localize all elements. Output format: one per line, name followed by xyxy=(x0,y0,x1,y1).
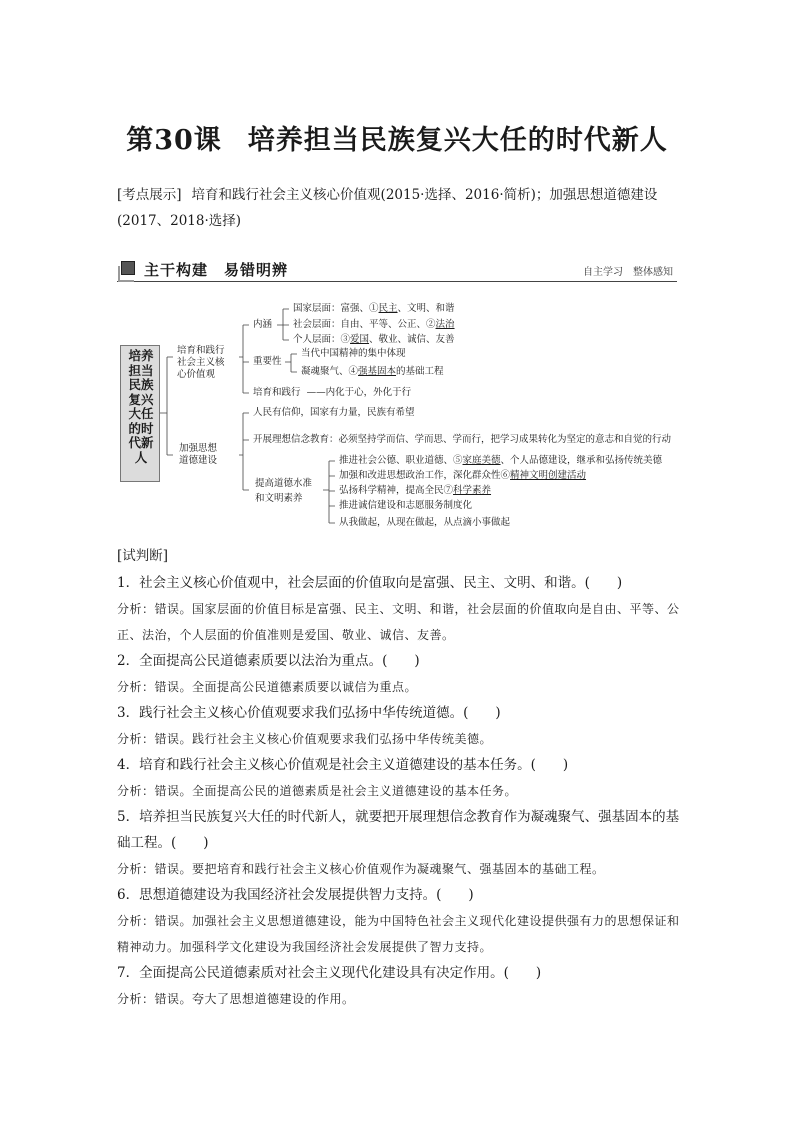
question-text: 6．思想道德建设为我国经济社会发展提供智力支持。( ) xyxy=(117,887,474,903)
node-geren: 个人层面：③爱国、敬业、诚信、友善 xyxy=(293,334,455,345)
exam-points xyxy=(117,182,687,234)
knowledge-mindmap xyxy=(117,295,677,535)
answer-text: 分析：错误。要把培育和践行社会主义核心价值观作为凝魂聚气、强基固本的基础工程。 xyxy=(117,862,605,876)
node-zy2: 凝魂聚气、④强基固本的基础工程 xyxy=(301,366,444,377)
question-text: 1．社会主义核心价值观中，社会层面的价值取向是富强、民主、文明、和谐。( ) xyxy=(117,575,623,591)
judgment-questions xyxy=(117,545,682,1012)
question-text: 4．培育和践行社会主义核心价值观是社会主义道德建设的基本任务。( ) xyxy=(117,757,569,773)
section-heading: 主干构建 易错明辨 xyxy=(144,261,289,279)
question-text: 3．践行社会主义核心价值观要求我们弘扬中华传统道德。( ) xyxy=(117,705,501,721)
answer-text: 分析：错误。全面提高公民的道德素质是社会主义道德建设的基本任务。 xyxy=(117,784,518,798)
node-zy1: 当代中国精神的集中体现 xyxy=(301,348,406,359)
answer-text: 分析：错误。践行社会主义核心价值观要求我们弘扬中华传统美德。 xyxy=(117,732,493,746)
node-peiyu: 培育和践行 ——内化于心，外化于行 xyxy=(253,387,412,398)
page-title xyxy=(0,118,794,157)
answer-text: 分析：错误。国家层面的价值目标是富强、民主、文明、和谐，社会层面的价值取向是自由、平等、公正、法治，个人层面的价值准则是爱国、敬业、诚信、友善。 xyxy=(117,602,680,642)
question-text: 7．全面提高公民道德素质对社会主义现代化建设具有决定作用。( ) xyxy=(117,965,542,981)
node-zhongyao: 重要性 xyxy=(253,356,282,367)
exam-points-tag: [考点展示] xyxy=(117,187,182,203)
node-b2-2: 开展理想信念教育：必须坚持学而信、学而思、学而行，把学习成果转化为坚定的意志和自觉的行动 xyxy=(253,434,672,445)
mindmap-root xyxy=(120,345,160,482)
section-square-icon xyxy=(121,261,135,275)
node-neihan: 内涵 xyxy=(253,319,273,330)
branch-core-values: 培育和践行 社会主义核 心价值观 xyxy=(177,345,225,380)
node-shehui: 社会层面：自由、平等、公正、②法治 xyxy=(293,319,455,330)
answer-text: 分析：错误。加强社会主义思想道德建设，能为中国特色社会主义现代化建设提供强有力的思想保证和精神动力。加强科学文化建设为我国经济社会发展提供了智力支持。 xyxy=(117,914,680,954)
section-header xyxy=(117,259,677,282)
questions-heading: [试判断] xyxy=(117,548,169,564)
exam-points-text: 培育和践行社会主义核心价值观(2015·选择、2016·简析)；加强思想道德建设(2017、2018·选择) xyxy=(117,187,658,229)
lesson-title: 培养担当民族复兴大任的时代新人 xyxy=(247,125,668,156)
question-text: 2．全面提高公民道德素质要以法治为重点。( ) xyxy=(117,653,420,669)
answer-text: 分析：错误。夸大了思想道德建设的作用。 xyxy=(117,992,355,1006)
node-b2-1: 人民有信仰，国家有力量，民族有希望 xyxy=(253,407,415,418)
node-tg3: 弘扬科学精神，提高全民⑦科学素养 xyxy=(339,485,492,496)
node-tg2: 加强和改进思想政治工作，深化群众性⑥精神文明创建活动 xyxy=(339,470,587,481)
node-tigao: 提高道德水准 和文明素养 xyxy=(255,478,313,504)
node-tg1: 推进社会公德、职业道德、⑤家庭美德、个人品德建设，继承和弘扬传统美德 xyxy=(339,455,663,466)
node-guojia: 国家层面：富强、①民主、文明、和谐 xyxy=(293,303,455,314)
section-subtitle: 自主学习 整体感知 xyxy=(583,267,673,278)
branch-moral-building: 加强思想 道德建设 xyxy=(179,443,218,466)
node-tg4: 推进诚信建设和志愿服务制度化 xyxy=(339,500,473,511)
answer-text: 分析：错误。全面提高公民道德素质要以诚信为重点。 xyxy=(117,680,418,694)
question-text: 5．培养担当民族复兴大任的时代新人，就要把开展理想信念教育作为凝魂聚气、强基固本的基础工程。( ) xyxy=(117,809,680,851)
mindmap-root-label: 培养担当民族复兴大任的时代新人 xyxy=(128,348,154,465)
lesson-number: 第30课 xyxy=(126,125,222,156)
node-tg5: 从我做起，从现在做起，从点滴小事做起 xyxy=(339,517,511,528)
